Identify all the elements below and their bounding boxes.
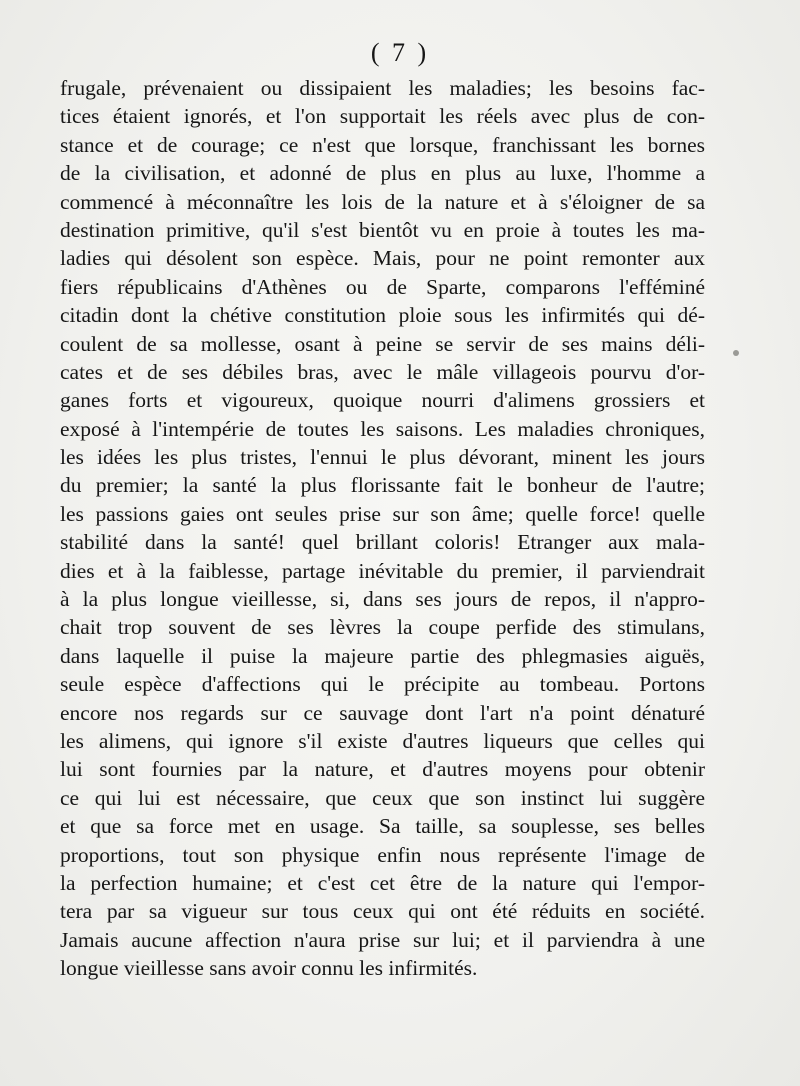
text-line: destination primitive, qu'il s'est bientôt vu en proie à toutes les ma- [60, 217, 705, 242]
text-line: ce qui lui est nécessaire, que ceux que son instinct lui suggère [60, 785, 705, 810]
text-line: proportions, tout son physique enfin nous représente l'image de [60, 842, 705, 867]
text-line: stance et de courage; ce n'est que lorsque, franchissant les bornes [60, 132, 705, 157]
text-line: les idées les plus tristes, l'ennui le plus dévorant, minent les jours [60, 445, 705, 470]
text-line: tices étaient ignorés, et l'on supportait les réels avec plus de con- [60, 104, 705, 129]
text-line: chait trop souvent de ses lèvres la coupe perfide des stimulans, [60, 615, 705, 640]
text-line: coulent de sa mollesse, osant à peine se servir de ses mains déli- [60, 331, 705, 356]
text-line: stabilité dans la santé! quel brillant coloris! Etranger aux mala- [60, 530, 705, 555]
text-line: exposé à l'intempérie de toutes les saisons. Les maladies chroniques, [60, 416, 705, 441]
text-line: la perfection humaine; et c'est cet être de la nature qui l'empor- [60, 870, 705, 895]
text-line: Jamais aucune affection n'aura prise sur lui; et il parviendra à une [60, 927, 705, 952]
text-line: longue vieillesse sans avoir connu les infirmités. [60, 956, 478, 981]
text-line: lui sont fournies par la nature, et d'autres moyens pour obtenir [60, 757, 705, 782]
page-number: ( 7 ) [370, 38, 430, 67]
text-line: les passions gaies ont seules prise sur son âme; quelle force! quelle [60, 501, 705, 526]
text-line: et que sa force met en usage. Sa taille, sa souplesse, ses belles [60, 814, 705, 839]
text-line: à la plus longue vieillesse, si, dans ses jours de repos, il n'appro- [60, 587, 705, 612]
text-line: commencé à méconnaître les lois de la nature et à s'éloigner de sa [60, 189, 705, 214]
body-text [60, 74, 705, 983]
text-line: seule espèce d'affections qui le précipite au tombeau. Portons [60, 672, 705, 697]
text-line: de la civilisation, et adonné de plus en plus au luxe, l'homme a [60, 161, 705, 186]
text-line: fiers républicains d'Athènes ou de Sparte, comparons l'efféminé [60, 274, 705, 299]
text-line: dans laquelle il puise la majeure partie des phlegmasies aiguës, [60, 643, 705, 668]
text-line: encore nos regards sur ce sauvage dont l'art n'a point dénaturé [60, 700, 705, 725]
text-line: tera par sa vigueur sur tous ceux qui ont été réduits en société. [60, 899, 705, 924]
ink-speck [733, 350, 739, 356]
text-line: les alimens, qui ignore s'il existe d'autres liqueurs que celles qui [60, 728, 705, 753]
text-line: du premier; la santé la plus florissante fait le bonheur de l'autre; [60, 473, 705, 498]
text-line: ladies qui désolent son espèce. Mais, pour ne point remonter aux [60, 246, 705, 271]
text-line: cates et de ses débiles bras, avec le mâle villageois pourvu d'or- [60, 359, 705, 384]
text-line: ganes forts et vigoureux, quoique nourri d'alimens grossiers et [60, 388, 705, 413]
text-line: frugale, prévenaient ou dissipaient les maladies; les besoins fac- [60, 76, 705, 100]
text-line: dies et à la faiblesse, partage inévitable du premier, il parviendrait [60, 558, 705, 583]
text-line: citadin dont la chétive constitution ploie sous les infirmités qui dé- [60, 303, 705, 328]
